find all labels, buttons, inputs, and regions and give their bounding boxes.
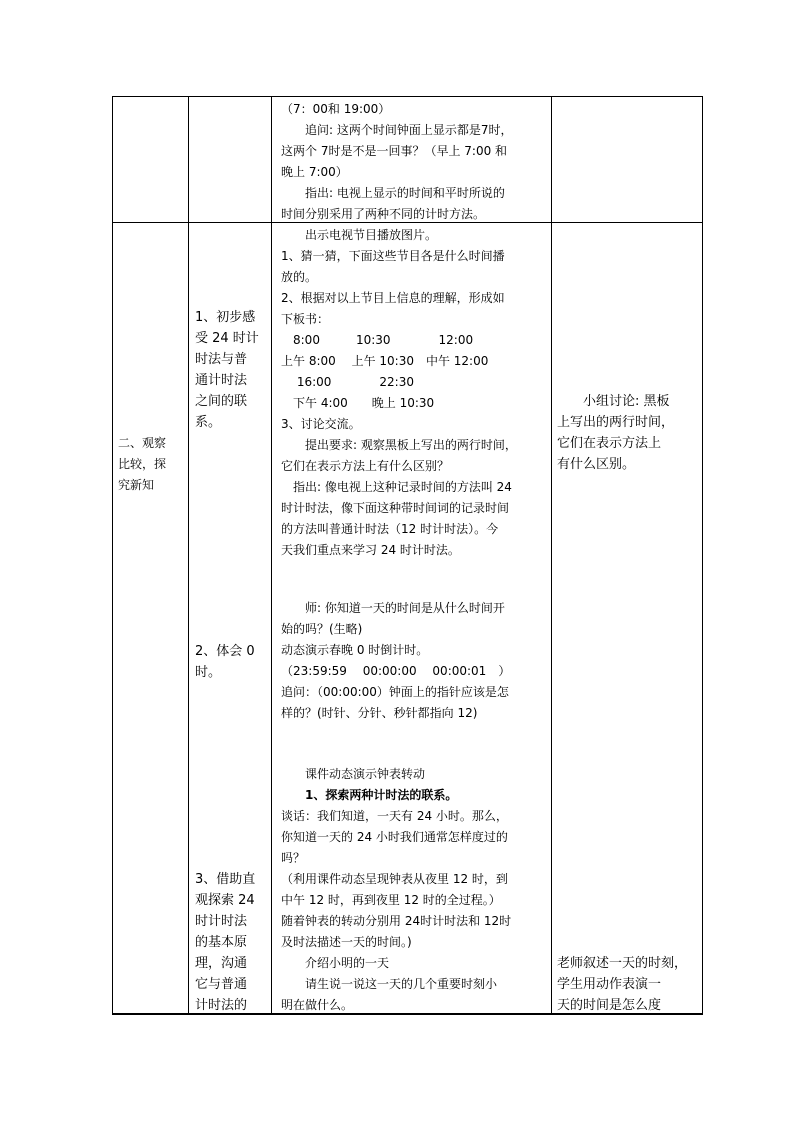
text-line: 究新知 <box>118 478 155 492</box>
text-line: 追问: 这两个时间钟面上显示都是7时， <box>281 123 513 137</box>
text-line: 请生说一说这一天的几个重要时刻小 <box>281 977 498 991</box>
text-line: 它们在表示方法上 <box>557 436 662 451</box>
text-line: （利用课件动态呈现钟表从夜里 12 时，到 <box>281 872 508 886</box>
text-line: 追问：（00:00:00）钟面上的指针应该是怎 <box>281 685 509 699</box>
text-line: 下午 4:00 晚上 10:30 <box>281 396 435 410</box>
text-line: 及时法描述一天的时间。) <box>281 935 412 949</box>
text-line: 师: 你知道一天的时间是从什么时间开 <box>281 601 505 615</box>
text-line: 1、初步感 <box>195 310 256 325</box>
text-line: （7：00和 19:00） <box>281 102 391 116</box>
text-line: 动态演示春晚 0 时倒计时。 <box>281 643 429 657</box>
text-line: 下板书： <box>281 312 330 326</box>
text-line: 天我们重点来学习 24 时计时法。 <box>281 543 460 557</box>
text-line: 小组讨论: 黑板 <box>557 394 670 409</box>
text-line: 课件动态演示钟表转动 <box>281 767 426 781</box>
text-line: 样的？(时针、分针、秒针都指向 12) <box>281 706 478 720</box>
text-line: 它们在表示方法上有什么区别？ <box>281 459 450 473</box>
student-activity-b <box>557 953 700 1016</box>
text-line: 之间的联 <box>195 394 248 409</box>
text-line: 它与普通 <box>195 977 248 992</box>
text-line: 3、讨论交流。 <box>281 417 361 431</box>
text-line: 时法与普 <box>195 352 248 367</box>
subsection-2 <box>195 641 269 683</box>
text-line: 介绍小明的一天 <box>281 956 390 970</box>
row1-content <box>281 99 549 225</box>
text-line: 指出: 电视上显示的时间和平时所说的 <box>281 186 505 200</box>
text-line: （23:59:59 00:00:00 00:00:01 ） <box>281 664 511 678</box>
text-line: 通计时法 <box>195 373 248 388</box>
text-line: 观探索 24 <box>195 893 255 908</box>
text-line: 比较，探 <box>118 457 167 471</box>
content-block-b <box>281 598 549 724</box>
subsection-3 <box>195 869 269 1016</box>
text-line: 谈话：我们知道，一天有 24 小时。那么， <box>281 809 508 823</box>
text-line: 始的吗？(生略) <box>281 622 363 636</box>
text-line: 时计时法 <box>195 914 248 929</box>
text-line: 理，沟通 <box>195 956 248 971</box>
text-line: 晚上 7:00） <box>281 165 348 179</box>
text-line: 计时法的 <box>195 998 248 1013</box>
text-line: 1、猜一猜，下面这些节目各是什么时间播 <box>281 249 505 263</box>
text-line: 明在做什么。 <box>281 998 354 1012</box>
text-line: 时计时法，像下面这种带时间词的记录时间 <box>281 501 510 515</box>
column-divider <box>271 96 272 1015</box>
column-divider <box>188 96 189 1015</box>
table-top-border <box>112 96 703 97</box>
text-line: 2、体会 0 <box>195 644 255 659</box>
text-line: 你知道一天的 24 小时我们通常怎样度过的 <box>281 830 508 844</box>
text-line: 的基本原 <box>195 935 248 950</box>
text-line: 提出要求: 观察黑板上写出的两行时间， <box>281 438 517 452</box>
table-left-border <box>112 96 113 1015</box>
text-line: 3、借助直 <box>195 872 256 887</box>
text-line: 随着钟表的转动分别用 24时计时法和 12时 <box>281 914 512 928</box>
text-line: 放的。 <box>281 270 318 284</box>
text-line: 受 24 时计 <box>195 331 259 346</box>
subsection-1 <box>195 307 269 433</box>
text-line: 指出: 像电视上这种记录时间的方法叫 24 <box>281 480 512 494</box>
text-line: 老师叙述一天的时刻， <box>557 956 688 971</box>
text-line: 的方法叫普通计时法（12 时计时法）。今 <box>281 522 499 536</box>
text-line: 中午 12 时，再到夜里 12 时的全过程。） <box>281 893 501 907</box>
student-activity-a <box>557 391 700 475</box>
content-block-c <box>281 764 549 1016</box>
column-divider <box>551 96 552 1015</box>
text-line: 2、根据对以上节目上信息的理解，形成如 <box>281 291 505 305</box>
text-line: 出示电视节目播放图片。 <box>281 228 438 242</box>
text-line: 时。 <box>195 665 222 680</box>
table-right-border <box>702 96 703 1015</box>
subheading: 1、探索两种计时法的联系。 <box>281 788 458 802</box>
text-line: 上写出的两行时间， <box>557 415 675 430</box>
text-line: 8:00 10:30 12:00 <box>281 333 474 347</box>
text-line: 系。 <box>195 415 222 430</box>
text-line: 这两个 7时是不是一回事？（早上 7:00 和 <box>281 144 508 158</box>
text-line: 二、观察 <box>118 436 167 450</box>
text-line: 时间分别采用了两种不同的计时方法。 <box>281 207 486 221</box>
text-line: 有什么区别。 <box>557 457 636 472</box>
text-line: 上午 8:00 上午 10:30 中午 12:00 <box>281 354 489 368</box>
text-line: 16:00 22:30 <box>281 375 414 389</box>
text-line: 学生用动作表演一 <box>557 977 662 992</box>
text-line: 天的时间是怎么度 <box>557 998 662 1013</box>
content-block-a <box>281 225 549 561</box>
section-label <box>118 433 186 496</box>
text-line: 吗？ <box>281 851 306 865</box>
